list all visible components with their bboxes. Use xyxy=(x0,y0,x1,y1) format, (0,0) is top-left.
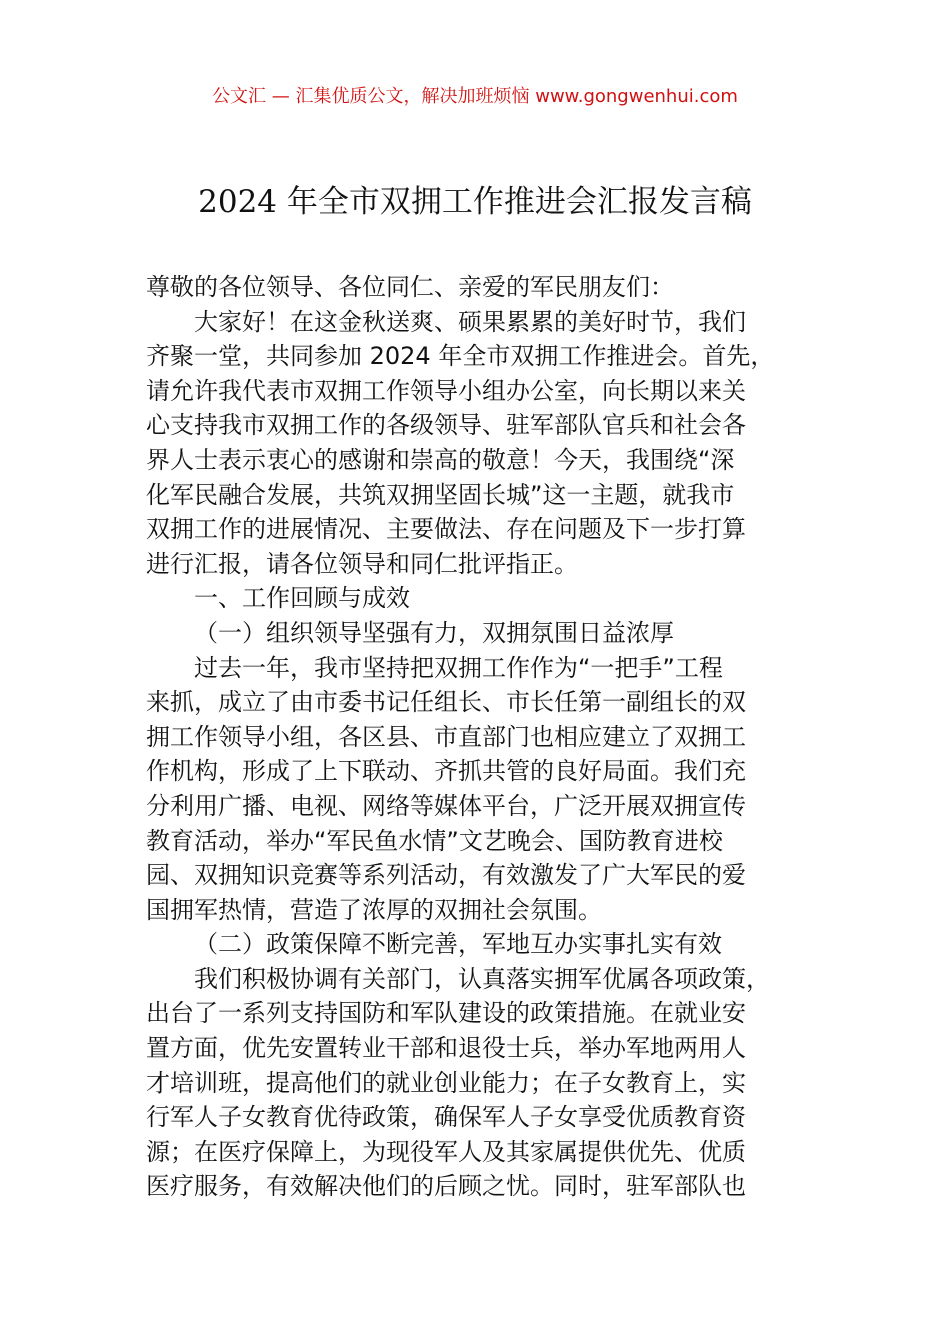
paragraph-line: 教育活动，举办“军民鱼水情”文艺晚会、国防教育进校 xyxy=(146,826,723,855)
paragraph-line: 出台了一系列支持国防和军队建设的政策措施。在就业安 xyxy=(146,999,746,1028)
paragraph-line: 分利用广播、电视、网络等媒体平台，广泛开展双拥宣传 xyxy=(146,791,746,820)
paragraph-line: 来抓，成立了由市委书记任组长、市长任第一副组长的双 xyxy=(146,688,746,717)
paragraph-line: 过去一年，我市坚持把双拥工作作为“一把手”工程 xyxy=(194,653,723,682)
paragraph-line: 心支持我市双拥工作的各级领导、驻军部队官兵和社会各 xyxy=(146,411,746,440)
document-body xyxy=(146,270,818,1204)
paragraph-line: 行军人子女教育优待政策，确保军人子女享受优质教育资 xyxy=(146,1103,746,1132)
paragraph-line: 大家好！在这金秋送爽、硕果累累的美好时节，我们 xyxy=(194,307,746,336)
paragraph-line: 医疗服务，有效解决他们的后顾之忧。同时，驻军部队也 xyxy=(146,1172,746,1201)
paragraph-line: 拥工作领导小组，各区县、市直部门也相应建立了双拥工 xyxy=(146,722,746,751)
paragraph-line: 源；在医疗保障上，为现役军人及其家属提供优先、优质 xyxy=(146,1137,746,1166)
paragraph-line: 请允许我代表市双拥工作领导小组办公室，向长期以来关 xyxy=(146,376,746,405)
paragraph-line: 进行汇报，请各位领导和同仁批评指正。 xyxy=(146,549,578,578)
subsection-heading: （二）政策保障不断完善，军地互办实事扎实有效 xyxy=(194,930,722,959)
subsection-heading: （一）组织领导坚强有力，双拥氛围日益浓厚 xyxy=(194,618,674,647)
paragraph-line: 作机构，形成了上下联动、齐抓共管的良好局面。我们充 xyxy=(146,757,746,786)
paragraph-line: 我们积极协调有关部门，认真落实拥军优属各项政策， xyxy=(194,964,770,993)
section-heading: 一、工作回顾与成效 xyxy=(194,584,410,613)
paragraph-line: 界人士表示衷心的感谢和崇高的敬意！今天，我围绕“深 xyxy=(146,445,735,474)
paragraph-line: 双拥工作的进展情况、主要做法、存在问题及下一步打算 xyxy=(146,515,746,544)
header-banner: 公文汇 — 汇集优质公文，解决加班烦恼 www.gongwenhui.com xyxy=(212,86,738,107)
paragraph-line: 置方面，优先安置转业干部和退役士兵，举办军地两用人 xyxy=(146,1034,746,1063)
document-title: 2024 年全市双拥工作推进会汇报发言稿 xyxy=(198,184,752,220)
paragraph-line: 化军民融合发展，共筑双拥坚固长城”这一主题，就我市 xyxy=(146,480,735,509)
paragraph-line: 齐聚一堂，共同参加 2024 年全市双拥工作推进会。首先， xyxy=(146,342,775,371)
paragraph-line: 国拥军热情，营造了浓厚的双拥社会氛围。 xyxy=(146,895,602,924)
paragraph-line: 园、双拥知识竞赛等系列活动，有效激发了广大军民的爱 xyxy=(146,861,746,890)
salutation-line: 尊敬的各位领导、各位同仁、亲爱的军民朋友们： xyxy=(146,273,674,301)
paragraph-line: 才培训班，提高他们的就业创业能力；在子女教育上，实 xyxy=(146,1068,746,1097)
